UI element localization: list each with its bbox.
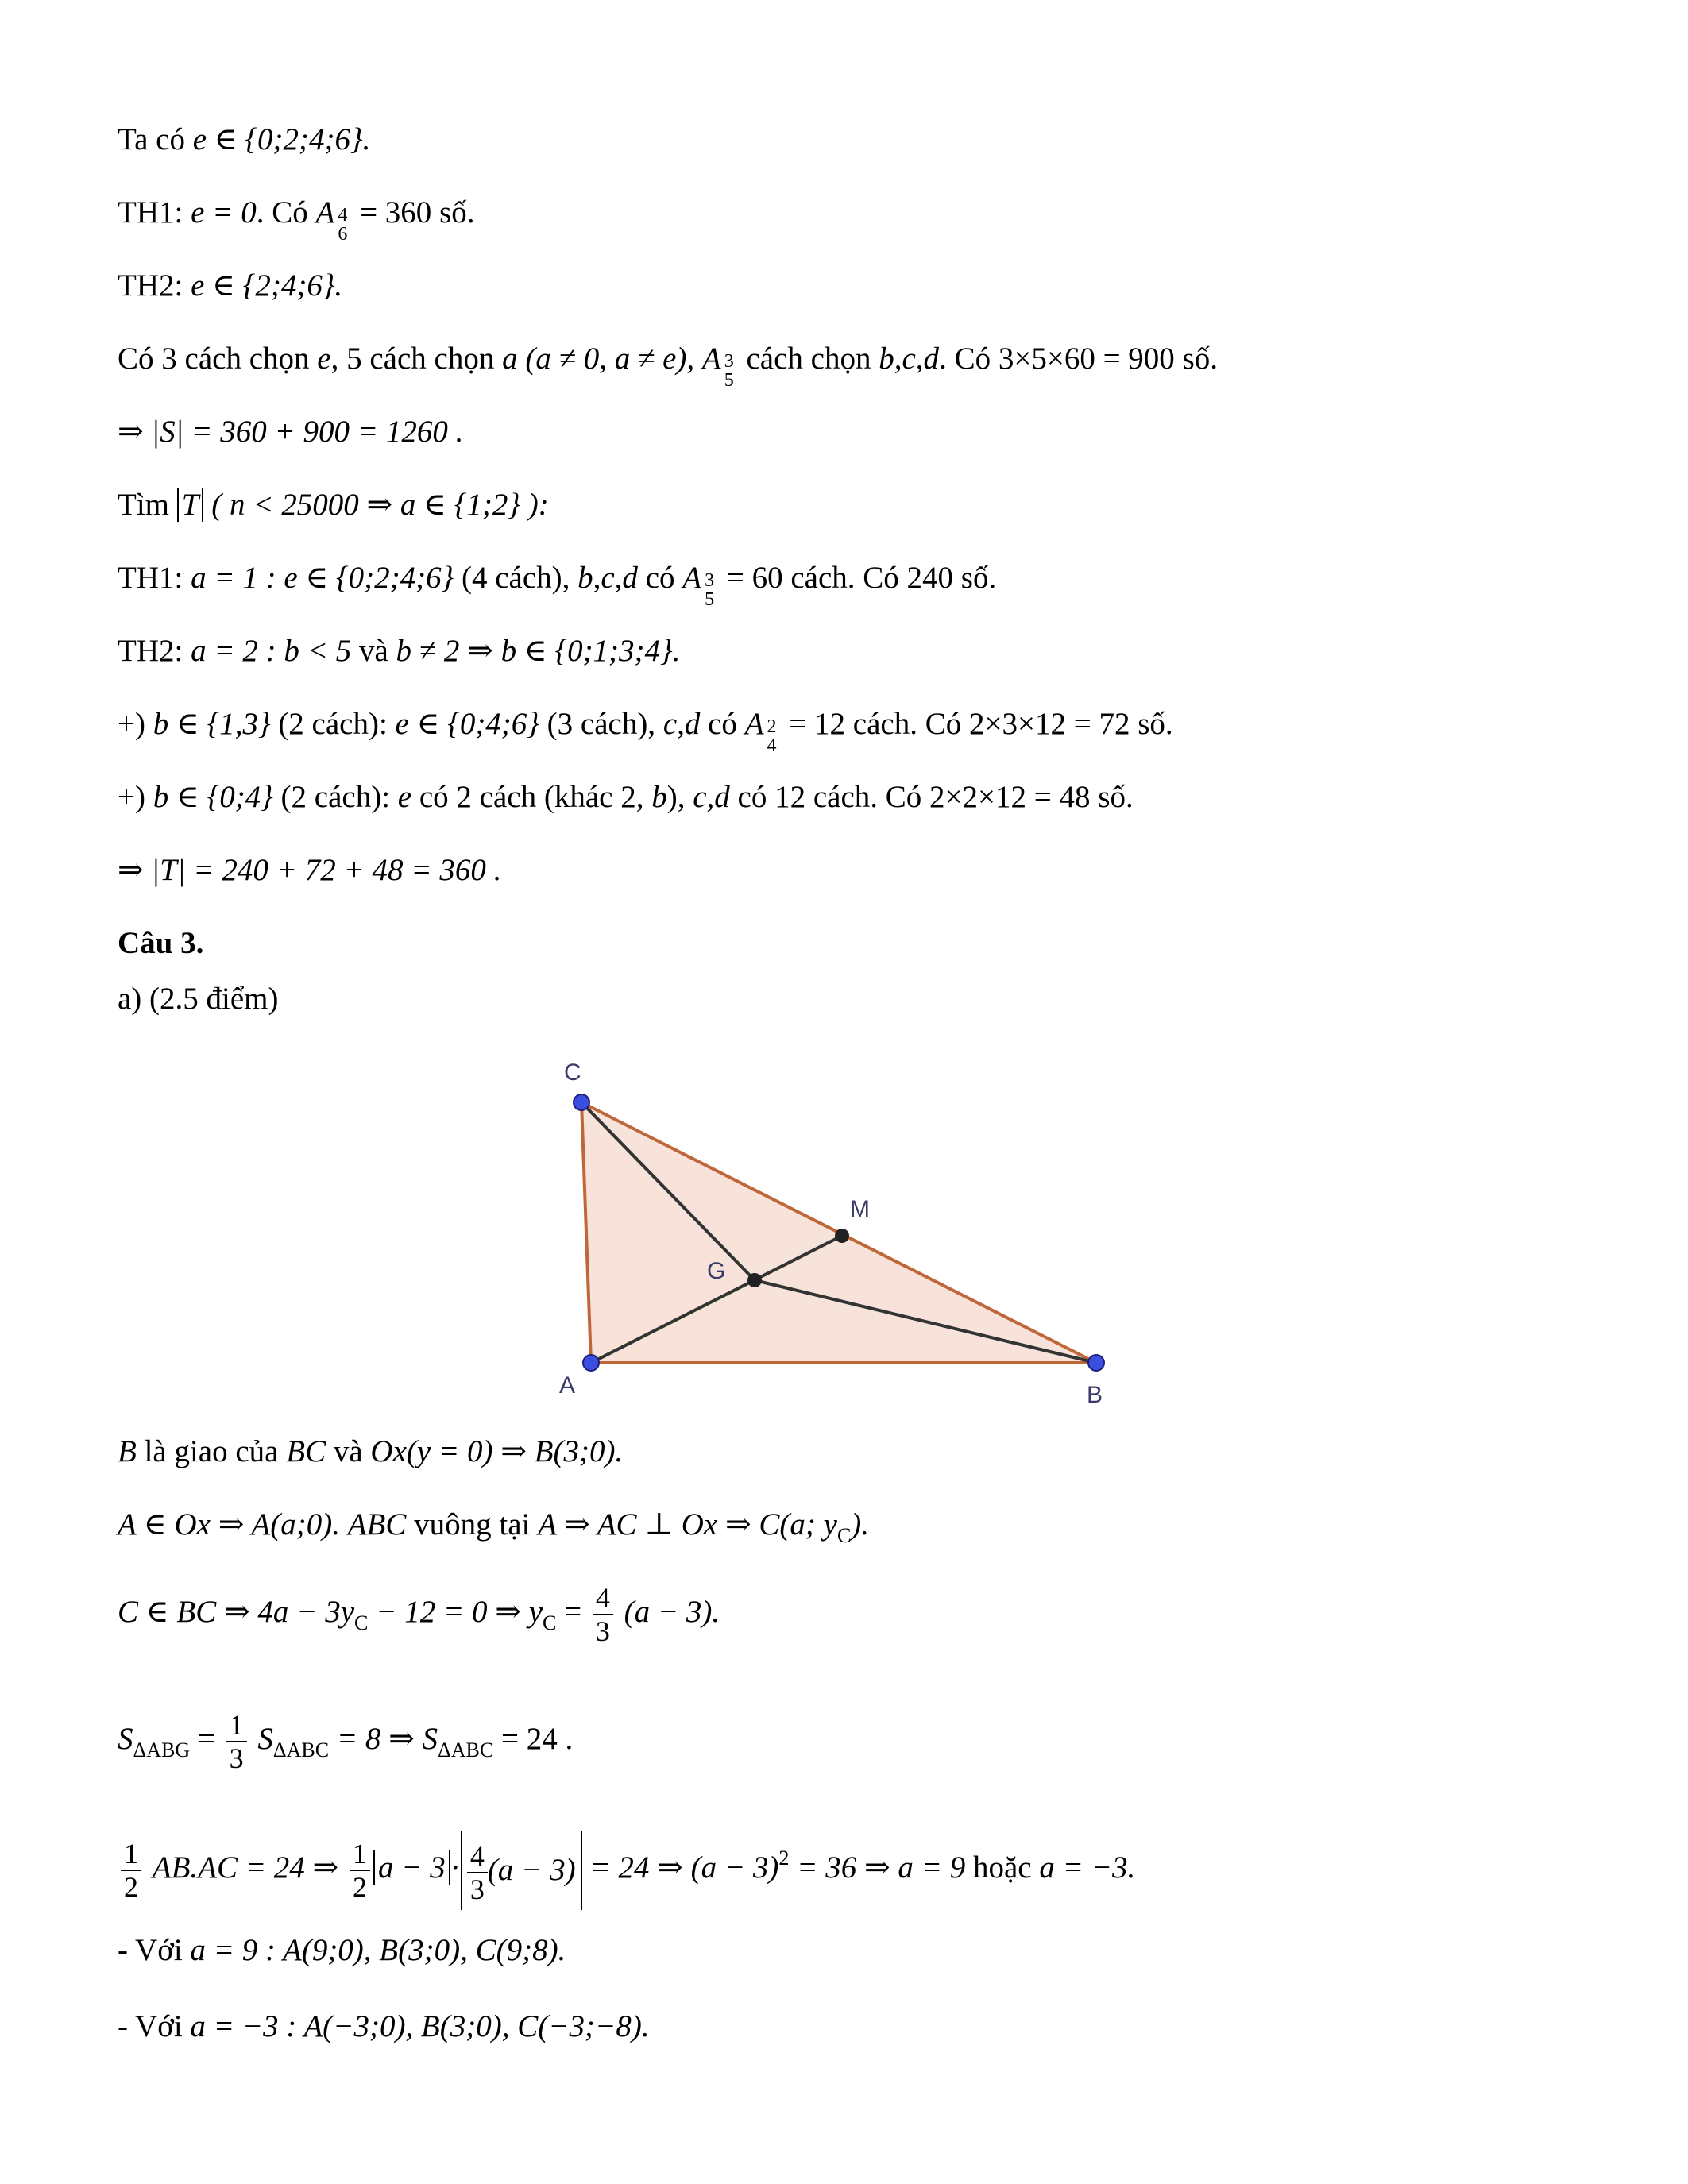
arrangement-a-6-4: A: [315, 195, 335, 230]
line-tim-t: Tìm T ( n < 25000 ⇒ a ∈ {1;2} ):: [118, 488, 549, 522]
sol-line-7: - Với a = −3 : A(−3;0), B(3;0), C(−3;−8).: [118, 2009, 650, 2043]
sol-line-5: $\frac{1}{2}$ AB.AC = 24 ⇒ $\frac{1}{2}$ a − 3 · $\frac{4}{3}$ (a − 3) = 24 ⇒ $(a - 3)^2 = 36$ ⇒ a = 9 hoặc a = −3.: [118, 1819, 1135, 1910]
sol-line-1: B là giao của BC và Ox(y = 0) ⇒ B(3;0).: [118, 1434, 624, 1468]
vertex-c: [574, 1094, 589, 1110]
triangle-figure: [540, 1048, 1128, 1414]
question-heading: Câu 3.: [118, 926, 204, 960]
label-g: G: [707, 1258, 726, 1284]
point-m: [835, 1229, 849, 1243]
label-b: B: [1087, 1382, 1103, 1408]
arrangement-a-5-3: A: [701, 341, 721, 376]
line-t-th1: TH1: a = 1 : e ∈ {0;2;4;6} (4 cách), b,c,d có A 3 5 = 60 cách. Có 240 số.: [118, 561, 997, 611]
fraction-1-2: $\frac{1}{2}$: [121, 1838, 141, 1903]
label-a: A: [559, 1372, 576, 1399]
arrangement-a-4-2: A: [744, 707, 764, 741]
sol-line-3: C ∈ BC ⇒ $4a - 3y_C - 12 = 0$ ⇒ $y_C$ = $\frac{4}{3}$ (a − 3).: [118, 1582, 720, 1648]
line-case-b04: +) b ∈ {0;4} (2 cách): e có 2 cách (khác 2, b), c,d có 12 cách. Có 2×2×12 = 48 số.: [118, 780, 1134, 814]
line-choose: Có 3 cách chọn e, 5 cách chọn a (a ≠ 0, a ≠ e), A 3 5 cách chọn b,c,d. Có 3×5×60 = 900 số.: [118, 341, 1218, 392]
sol-line-4: $S_{\Delta ABG}$ = $\frac{1}{3}$ $S_{\Delta ABC} = 8$ ⇒ $S_{\Delta ABC} = 24$ .: [118, 1709, 574, 1775]
line-case-b13: +) b ∈ {1,3} (2 cách): e ∈ {0;4;6} (3 cách), c,d có A 2 4 = 12 cách. Có 2×3×12 = 72 số.: [118, 707, 1173, 757]
abs-fraction: $\frac{4}{3}$ (a − 3): [461, 1831, 582, 1910]
abs-t: T: [177, 488, 204, 522]
label-m: M: [850, 1196, 870, 1222]
sol-line-6: - Với a = 9 : A(9;0), B(3;0), C(9;8).: [118, 1933, 566, 1967]
line-th2: TH2: e ∈ {2;4;6}.: [118, 268, 343, 303]
fraction-1-2b: $\frac{1}{2}$: [350, 1838, 370, 1903]
vertex-a: [583, 1355, 599, 1371]
line-s-total: ⇒ |S| = 360 + 900 = 1260 .: [118, 415, 464, 449]
line-intro: Ta có e ∈ {0;2;4;6}.: [118, 122, 371, 156]
line-th1: TH1: e = 0. Có A 4 6 = 360 số.: [118, 195, 475, 245]
sol-line-2: A ∈ Ox ⇒ A(a;0). ABC vuông tại A ⇒ AC ⊥ Ox ⇒ C(a; $y_C$).: [118, 1507, 870, 1547]
vertex-b: [1088, 1355, 1104, 1371]
part-a-heading: a) (2.5 điểm): [118, 982, 279, 1016]
fraction-1-3: $\frac{1}{3}$: [226, 1709, 247, 1774]
label-c: C: [564, 1059, 581, 1086]
point-g: [747, 1273, 762, 1287]
line-t-total: ⇒ |T| = 240 + 72 + 48 = 360 .: [118, 853, 502, 887]
arrangement-a-5-3b: A: [682, 561, 702, 595]
fraction-4-3: $\frac{4}{3}$: [593, 1582, 613, 1647]
line-t-th2: TH2: a = 2 : b < 5 và b ≠ 2 ⇒ b ∈ {0;1;3;4}.: [118, 634, 681, 668]
